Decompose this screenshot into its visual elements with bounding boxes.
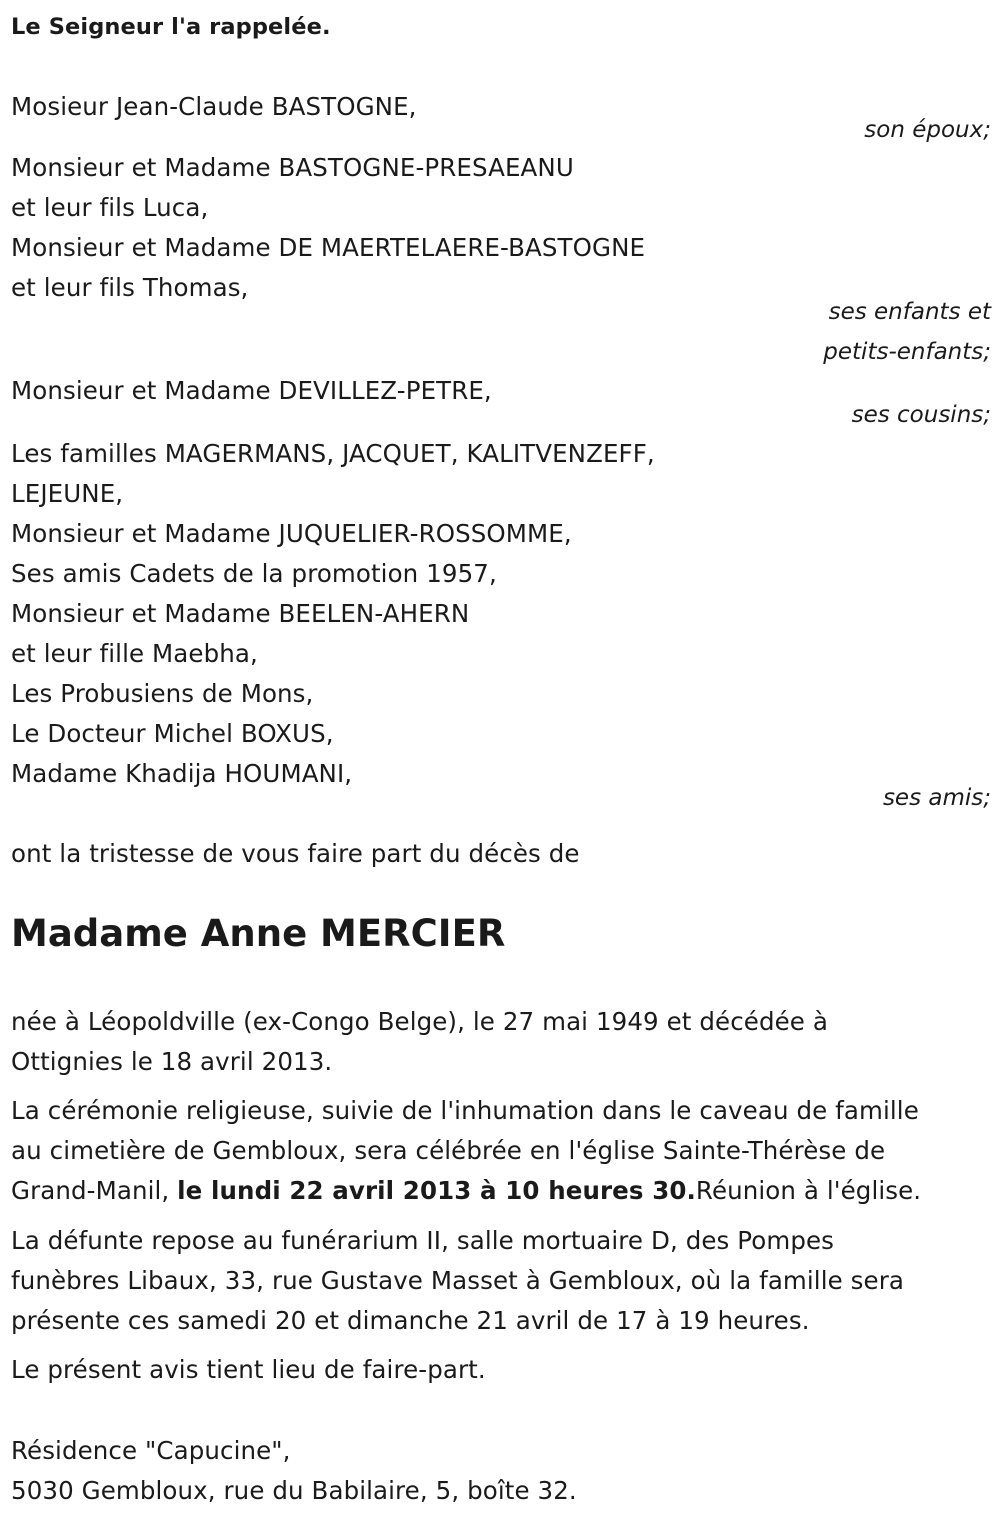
friends-line: Monsieur et Madame BEELEN-AHERN [11, 599, 470, 628]
address-line: 5030 Gembloux, rue du Babilaire, 5, boîte 32. [11, 1476, 577, 1505]
address-line: Résidence "Capucine", [11, 1436, 291, 1465]
children-line: et leur fils Luca, [11, 193, 209, 222]
cousins-line: Monsieur et Madame DEVILLEZ-PETRE, [11, 376, 492, 405]
funerarium-line: funèbres Libaux, 33, rue Gustave Masset à Gembloux, où la famille sera [11, 1266, 905, 1295]
friends-line: et leur fille Maebha, [11, 639, 258, 668]
children-line: Monsieur et Madame BASTOGNE-PRESAEANU [11, 153, 574, 182]
children-line: Monsieur et Madame DE MAERTELAERE-BASTOGNE [11, 233, 646, 262]
ceremony-place: Grand-Manil, [11, 1176, 178, 1205]
friends-line: Ses amis Cadets de la promotion 1957, [11, 559, 497, 588]
ceremony-date: le lundi 22 avril 2013 à 10 heures 30. [177, 1176, 696, 1205]
birth-death-line: Ottignies le 18 avril 2013. [11, 1047, 333, 1076]
notice-line: Le présent avis tient lieu de faire-part. [11, 1355, 486, 1384]
friends-line: Les familles MAGERMANS, JACQUET, KALITVENZEFF, [11, 439, 655, 468]
cousins-relation: ses cousins; [851, 402, 991, 428]
husband-line: Mosieur Jean-Claude BASTOGNE, [11, 92, 417, 121]
ceremony-line [11, 1176, 921, 1206]
friends-line: Madame Khadija HOUMANI, [11, 759, 353, 788]
ceremony-meeting: Réunion à l'église. [695, 1176, 922, 1205]
friends-line: Le Docteur Michel BOXUS, [11, 719, 334, 748]
friends-line: Monsieur et Madame JUQUELIER-ROSSOMME, [11, 519, 572, 548]
friends-line: LEJEUNE, [11, 479, 124, 508]
husband-relation: son époux; [864, 117, 991, 143]
friends-relation: ses amis; [882, 785, 991, 811]
funerarium-line: La défunte repose au funérarium II, salle mortuaire D, des Pompes [11, 1226, 835, 1255]
children-relation: petits-enfants; [823, 339, 991, 365]
announcement: ont la tristesse de vous faire part du décès de [11, 839, 580, 868]
funerarium-line: présente ces samedi 20 et dimanche 21 avril de 17 à 19 heures. [11, 1306, 810, 1335]
birth-death-line: née à Léopoldville (ex-Congo Belge), le 27 mai 1949 et décédée à [11, 1007, 828, 1036]
deceased-name: Madame Anne MERCIER [11, 912, 506, 955]
notice-title: Le Seigneur l'a rappelée. [11, 14, 331, 40]
children-line: et leur fils Thomas, [11, 273, 249, 302]
children-relation: ses enfants et [828, 299, 991, 325]
friends-line: Les Probusiens de Mons, [11, 679, 314, 708]
ceremony-line: au cimetière de Gembloux, sera célébrée en l'église Sainte-Thérèse de [11, 1136, 886, 1165]
ceremony-line: La cérémonie religieuse, suivie de l'inhumation dans le caveau de famille [11, 1096, 919, 1125]
